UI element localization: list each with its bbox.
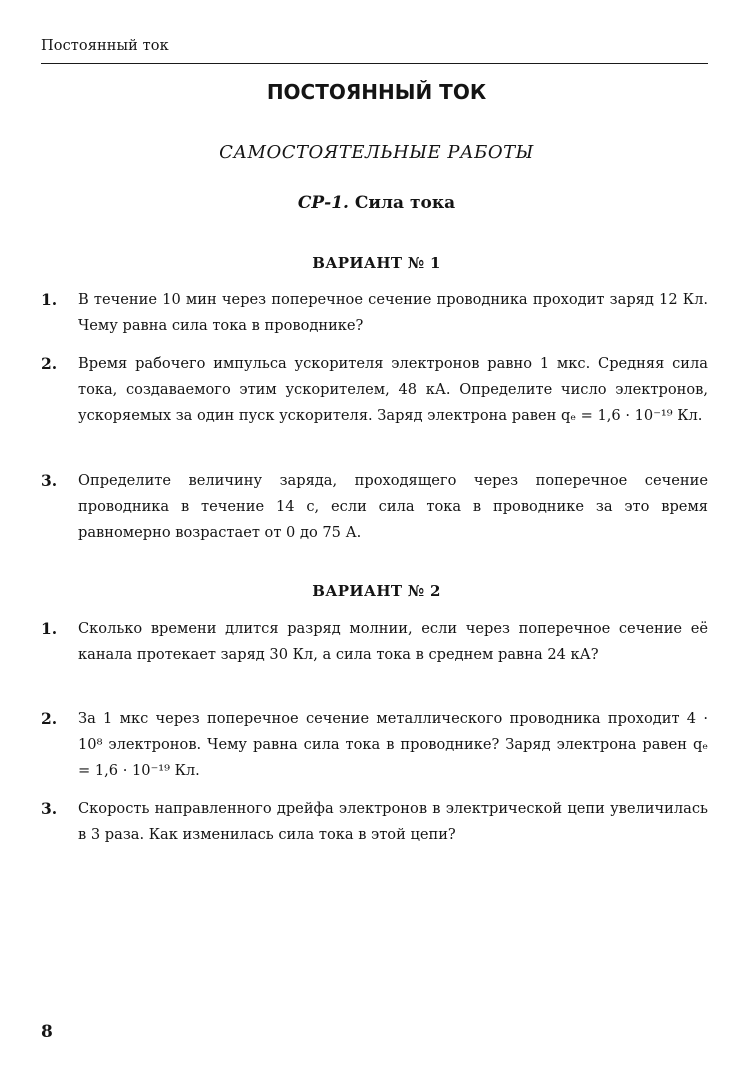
task-number: 2. bbox=[41, 354, 58, 373]
task-text: Время рабочего импульса ускорителя электронов равно 1 мкс. Средняя сила тока, создаваемого этим ускорителем, 48 кА. Определите число электронов, ускоряемых за один пуск ускорителя. Заряд электрона равен qₑ = 1,6 · 10⁻¹⁹ Кл. bbox=[78, 355, 708, 424]
task-text: Сколько времени длится разряд молнии, если через поперечное сечение её канала протекает заряд 30 Кл, а сила тока в среднем равна 24 кА? bbox=[78, 620, 708, 663]
variant-2-title: ВАРИАНТ № 2 bbox=[312, 582, 441, 600]
task-number: 3. bbox=[41, 471, 58, 490]
task-number: 3. bbox=[41, 799, 58, 818]
section-title: САМОСТОЯТЕЛЬНЫЕ РАБОТЫ bbox=[219, 142, 534, 163]
topic-name: Сила тока bbox=[354, 193, 456, 213]
task-number: 1. bbox=[41, 290, 58, 309]
task-text: Определите величину заряда, проходящего через поперечное сечение проводника в течение 14 с, если сила тока в проводнике за это время равномерно возрастает от 0 до 75 А. bbox=[78, 472, 708, 541]
topic-heading bbox=[0, 193, 753, 213]
variant-1-title: ВАРИАНТ № 1 bbox=[312, 254, 441, 272]
task-number: 2. bbox=[41, 709, 58, 728]
task-text: Скорость направленного дрейфа электронов в электрической цепи увеличилась в 3 раза. Как изменилась сила тока в этой цепи? bbox=[78, 800, 708, 843]
task-text: За 1 мкс через поперечное сечение металлического проводника проходит 4 · 10⁸ электронов. Чему равна сила тока в проводнике? Заряд электрона равен qₑ = 1,6 · 10⁻¹⁹ Кл. bbox=[78, 710, 708, 779]
header-rule bbox=[41, 63, 708, 64]
chapter-title: ПОСТОЯННЫЙ ТОК bbox=[266, 80, 487, 104]
task-text: В течение 10 мин через поперечное сечение проводника проходит заряд 12 Кл. Чему равна сила тока в проводнике? bbox=[78, 291, 708, 334]
page-number: 8 bbox=[41, 1022, 53, 1042]
running-header: Постоянный ток bbox=[41, 38, 169, 54]
task-number: 1. bbox=[41, 619, 58, 638]
topic-code: СР-1. bbox=[297, 193, 349, 213]
